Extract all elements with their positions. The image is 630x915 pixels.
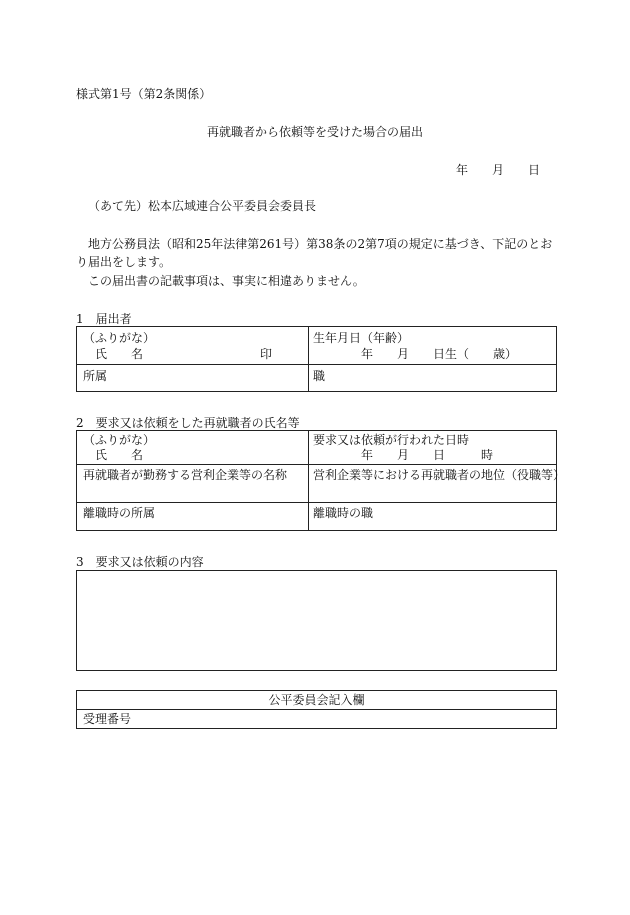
s1-furigana-label: （ふりがな） — [83, 331, 156, 345]
position-label: 職 — [313, 369, 326, 383]
section1-table — [76, 326, 557, 392]
committee-box — [76, 690, 557, 729]
request-datetime-label: 要求又は依頼が行われた日時 — [313, 433, 470, 447]
document-title: 再就職者から依頼等を受けた場合の届出 — [206, 125, 423, 139]
birthdate-label: 生年月日（年齢） — [313, 331, 410, 345]
section1-heading: 1 届出者 — [76, 312, 132, 326]
employer-name-label: 再就職者が勤務する営利企業等の名称 — [83, 468, 288, 482]
prev-affiliation-label: 離職時の所属 — [83, 506, 156, 520]
s2-furigana-label: （ふりがな） — [83, 433, 156, 447]
section3-heading: 3 要求又は依頼の内容 — [76, 555, 204, 569]
addressee: （あて先）松本広域連合公平委員会委員長 — [88, 199, 317, 213]
seal-mark: 印 — [260, 347, 273, 361]
declaration: この届出書の記載事項は、事実に相違ありません。 — [88, 274, 365, 288]
birthdate-value: 年 月 日生（ 歳） — [361, 347, 518, 361]
request-content-box — [76, 570, 557, 671]
body-paragraph: 地方公務員法（昭和25年法律第261号）第38条の2第7項の規定に基づき、下記のとおり届出をします。 — [76, 237, 553, 269]
section2-table — [76, 430, 566, 531]
section2-heading: 2 要求又は依頼をした再就職者の氏名等 — [76, 416, 300, 430]
prev-position-label: 離職時の職 — [313, 506, 374, 520]
employer-position-label: 営利企業等における再就職者の地位（役職等） — [313, 468, 566, 482]
date-month: 月 — [492, 163, 505, 177]
committee-header: 公平委員会記入欄 — [268, 693, 365, 707]
affiliation-label: 所属 — [83, 369, 108, 383]
request-datetime-value: 年 月 日 時 — [361, 448, 494, 462]
date-day: 日 — [528, 163, 541, 177]
form-id: 様式第1号（第2条関係） — [76, 87, 212, 101]
receipt-number-label: 受理番号 — [83, 712, 132, 726]
s2-name-label: 氏 名 — [95, 448, 144, 462]
s1-name-label: 氏 名 — [95, 347, 144, 361]
date-year: 年 — [456, 163, 469, 177]
